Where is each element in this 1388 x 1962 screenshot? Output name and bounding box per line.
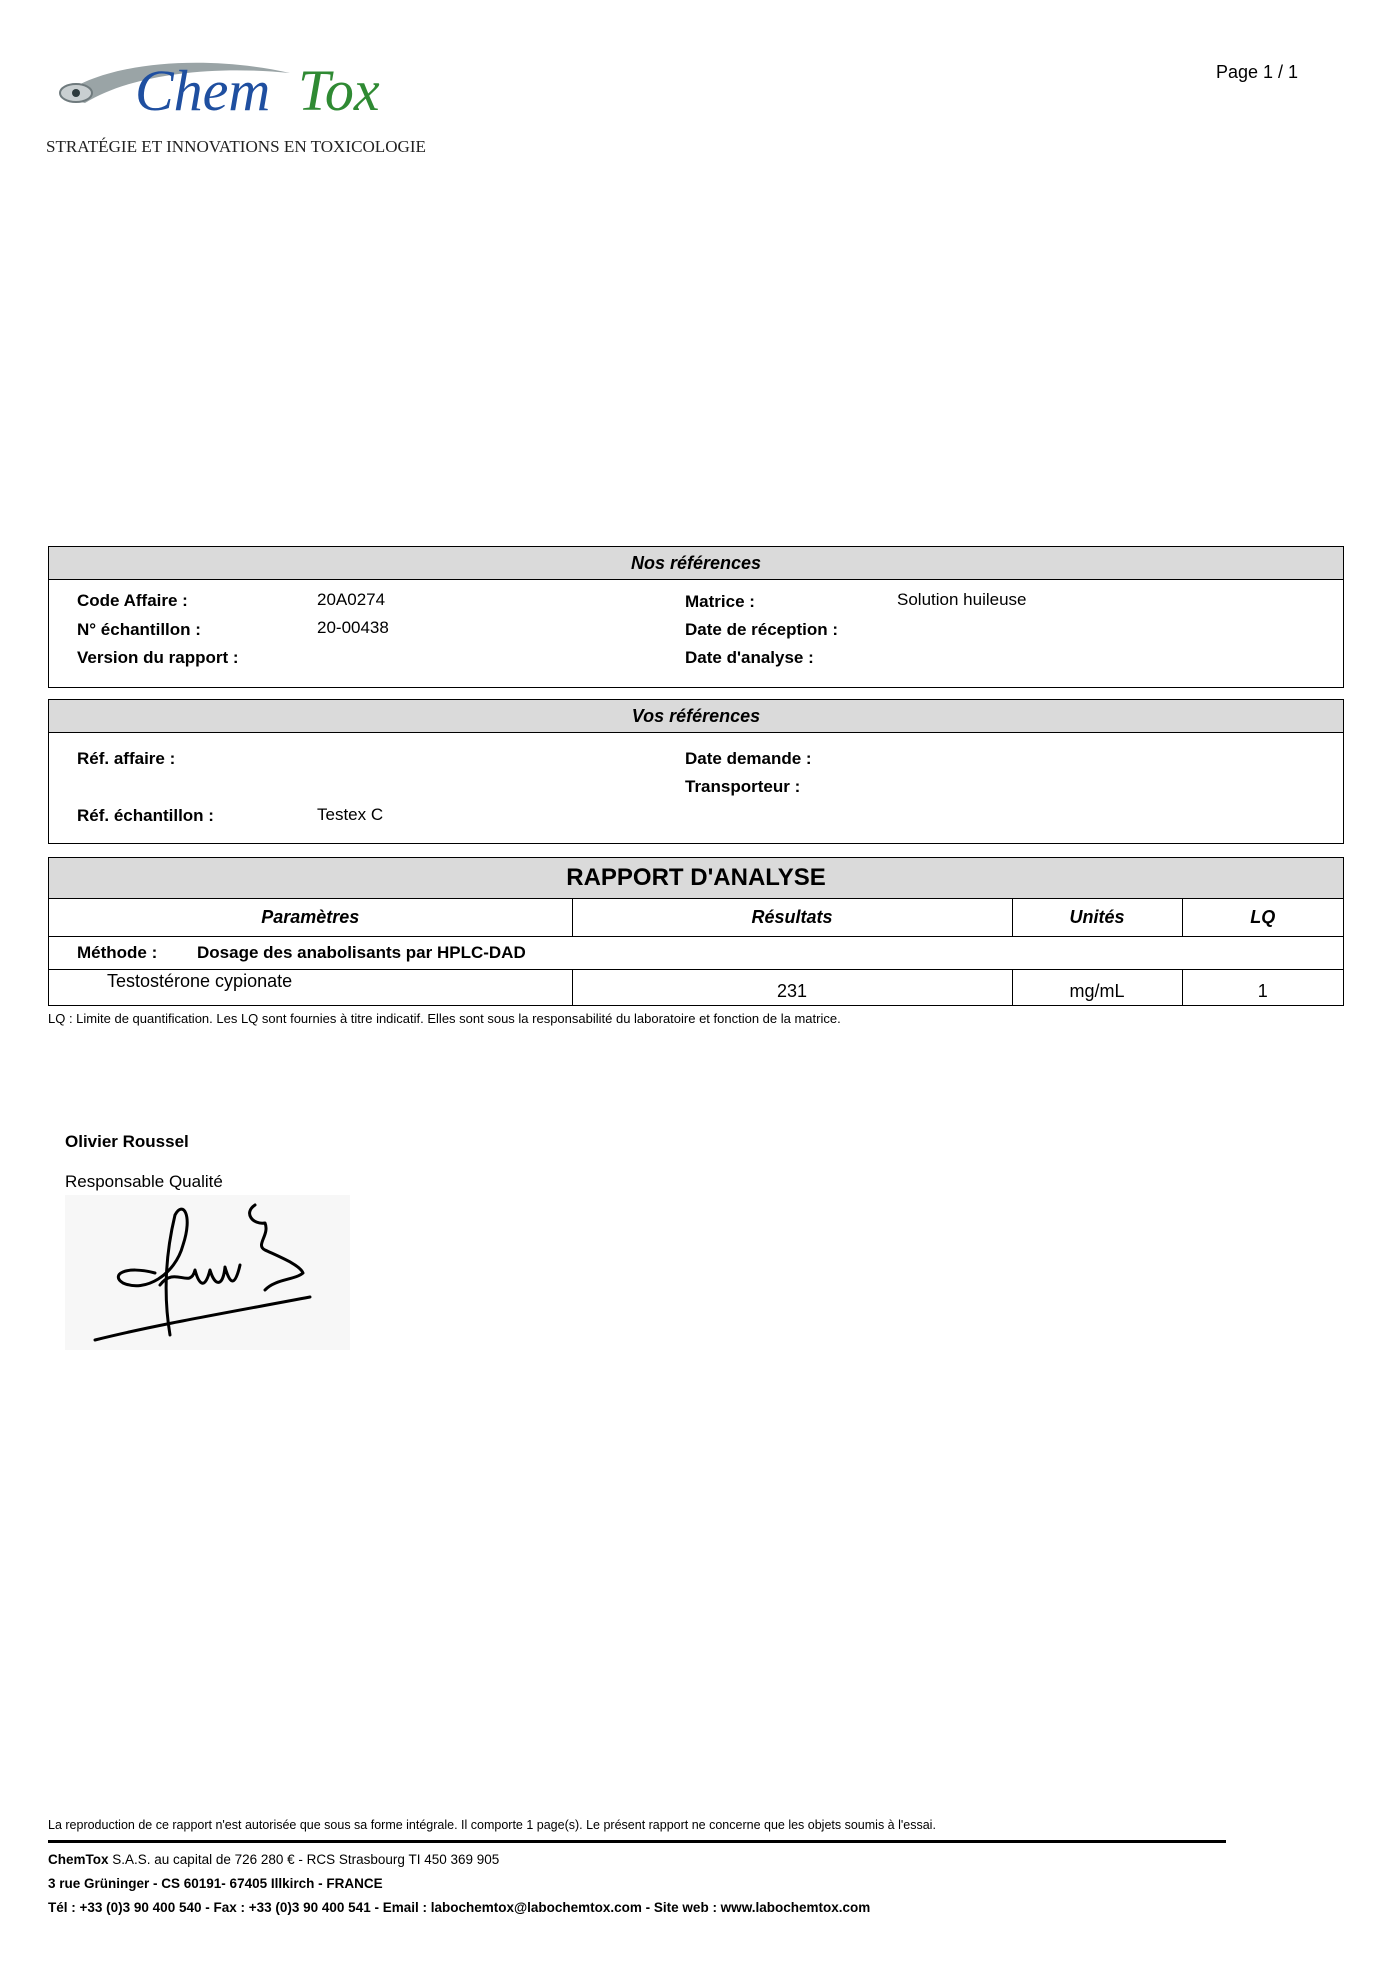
col-parametres: Paramètres	[49, 899, 572, 937]
code-affaire-label: Code Affaire :	[77, 591, 188, 610]
date-demande-label: Date demande :	[685, 749, 812, 768]
unit-value: mg/mL	[1012, 970, 1182, 1006]
col-unites: Unités	[1012, 899, 1182, 937]
table-row	[49, 970, 1343, 1006]
code-affaire-value: 20A0274	[317, 590, 386, 609]
company-name: ChemTox	[48, 1852, 109, 1867]
company-address: 3 rue Grüninger - CS 60191- 67405 Illkirch - FRANCE	[48, 1876, 383, 1891]
date-reception-label: Date de réception :	[685, 620, 839, 639]
col-resultats: Résultats	[572, 899, 1012, 937]
results-table	[49, 899, 1343, 1005]
results-header-row	[49, 899, 1343, 937]
matrice-value: Solution huileuse	[897, 590, 1027, 609]
vos-references-title: Vos références	[49, 700, 1343, 733]
date-analyse-label: Date d'analyse :	[685, 648, 814, 667]
col-lq: LQ	[1182, 899, 1343, 937]
echantillon-label: N° échantillon :	[77, 620, 201, 639]
methode-label: Méthode :	[77, 943, 158, 962]
transporteur-label: Transporteur :	[685, 777, 801, 796]
signatory-name: Olivier Roussel	[65, 1132, 189, 1151]
echantillon-value: 20-00438	[317, 618, 389, 637]
logo-tagline: STRATÉGIE ET INNOVATIONS EN TOXICOLOGIE	[46, 137, 426, 156]
methode-value: Dosage des anabolisants par HPLC-DAD	[197, 943, 526, 962]
ref-echantillon-value: Testex C	[317, 805, 384, 824]
lq-value: 1	[1182, 970, 1343, 1006]
handwritten-signature	[65, 1195, 350, 1350]
reproduction-notice: La reproduction de ce rapport n'est autorisée que sous sa forme intégrale. Il comporte 1 page(s). Le présent rapport ne concerne que les objets soumis à l'essai.	[48, 1818, 936, 1832]
param-name: Testostérone cypionate	[49, 970, 572, 1006]
page-number: Page 1 / 1	[1216, 62, 1299, 82]
footer-divider	[48, 1840, 1226, 1843]
rapport-title: RAPPORT D'ANALYSE	[49, 858, 1343, 899]
rapport-analyse-box	[48, 857, 1344, 1006]
vos-references-box	[48, 699, 1344, 844]
version-label: Version du rapport :	[77, 648, 239, 667]
chemtox-logo	[40, 55, 435, 165]
nos-references-box	[48, 546, 1344, 688]
company-contact: Tél : +33 (0)3 90 400 540 - Fax : +33 (0)3 90 400 541 - Email : labochemtox@labochemtox.com - Site web : www.labochemtox.com	[48, 1900, 871, 1915]
lq-note: LQ : Limite de quantification. Les LQ sont fournies à titre indicatif. Elles sont sous la responsabilité du laboratoire et fonction de la matrice.	[48, 1011, 841, 1026]
result-value: 231	[572, 970, 1012, 1006]
signatory-role: Responsable Qualité	[65, 1172, 223, 1191]
company-info	[48, 1852, 499, 1867]
ref-echantillon-label: Réf. échantillon :	[77, 806, 214, 825]
matrice-label: Matrice :	[685, 592, 755, 611]
ref-affaire-label: Réf. affaire :	[77, 749, 176, 768]
logo-chem: Chem	[135, 58, 271, 123]
logo-tox: Tox	[298, 58, 380, 123]
nos-references-title: Nos références	[49, 547, 1343, 580]
methode-row	[49, 937, 1343, 970]
company-details: S.A.S. au capital de 726 280 € - RCS Strasbourg TI 450 369 905	[108, 1852, 500, 1867]
